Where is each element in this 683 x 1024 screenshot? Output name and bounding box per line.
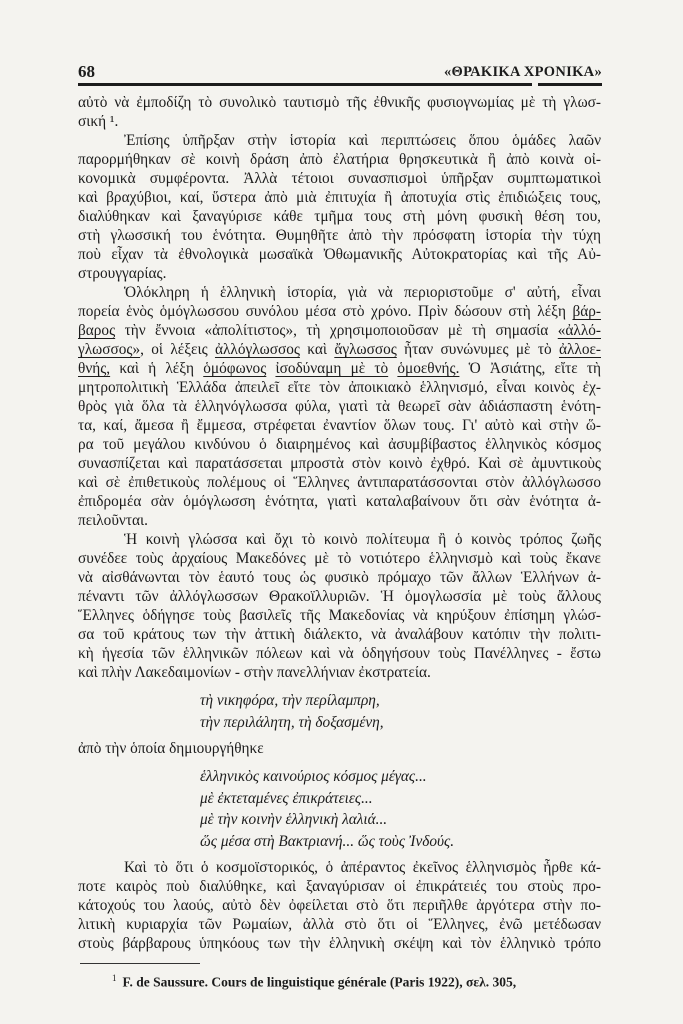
text-span: σα τοῦ κράτους των τὴν ἀττικὴ διάλεκτο, νὰ ἀναλάβουν κατόπιν τὴν πολιτι- bbox=[78, 626, 601, 643]
text-line bbox=[78, 549, 601, 568]
text-span: τὴν ἔννοια «ἀπολίτιστος», τὴ χρησιμοποιοῦσαν μὲ τὴ σημασία bbox=[115, 322, 558, 339]
text-line bbox=[78, 915, 601, 934]
underlined-term: ὁμόφωνος bbox=[203, 360, 267, 377]
text-line bbox=[78, 568, 601, 587]
text-line bbox=[78, 150, 601, 169]
text-line bbox=[78, 264, 601, 283]
text-span: μητροπολιτικὴ Ἑλλάδα ἀπειλεῖ εἴτε τὸν ἀποικιακὸ ἑλληνισμό, εἶναι κοινὸς ἐχ- bbox=[78, 379, 601, 396]
text-span: στοὺς βάρβαρους ὑπηκόους των τὴν ἑλληνικὴ σκέψη καὶ τὸν ἑλληνικὸ τρόπο bbox=[78, 935, 601, 952]
underlined-term: ἀλλοε- bbox=[558, 341, 601, 358]
text-span: πέναντι τῶν ἀλλόγλωσσων Θρακοϊλλυριῶν. Ἡ ὁμογλωσσία μὲ τοὺς ἄλλους bbox=[78, 588, 601, 605]
text-span: λιτικὴ κυριαρχία τῶν Ρωμαίων, ἀλλὰ στὸ ὅτι οἱ Ἕλληνες, ἐνῶ μετέδωσαν bbox=[78, 916, 601, 933]
text-line bbox=[78, 188, 601, 207]
text-line bbox=[78, 131, 601, 150]
text-span: , οἱ λέξεις bbox=[140, 341, 215, 358]
text-span: Καὶ τὸ ὅτι ὁ κοσμοϊστορικός, ὁ ἀπέραντος ἐκεῖνος ἑλληνισμὸς ἦρθε κά- bbox=[124, 859, 601, 876]
underlined-term: βάρ- bbox=[572, 303, 601, 320]
text-line bbox=[78, 321, 601, 340]
text-span: Ὁλόκληρη ἡ ἑλληνικὴ ἱστορία, γιὰ νὰ περιοριστοῦμε σ' αὐτή, εἶναι bbox=[124, 284, 601, 301]
text-line bbox=[78, 226, 601, 245]
text-line bbox=[78, 169, 601, 188]
text-span: μὲ τὴν κοινὴν ἑλληνικὴ λαλιά... bbox=[200, 811, 388, 828]
text-span: πειλοῦνται. bbox=[78, 512, 148, 529]
text-line bbox=[78, 454, 601, 473]
underlined-term: γλωσσος» bbox=[78, 341, 141, 358]
footnote-text: F. de Saussure. Cours de linguistique générale (Paris 1922), σελ. 305, bbox=[122, 974, 517, 990]
text-line bbox=[78, 511, 601, 530]
paragraph bbox=[78, 93, 601, 131]
text-span: Ὁ Ἀσιάτης, εἴτε τὴ bbox=[459, 360, 601, 377]
text-span: τὴν περιλάλητη, τὴ δοξασμένη, bbox=[200, 713, 384, 731]
text-line bbox=[78, 644, 601, 663]
text-line bbox=[78, 112, 601, 131]
text-span: ἑλληνικὸς καινούριος κόσμος μέγας... bbox=[200, 768, 427, 785]
text-line bbox=[78, 283, 601, 302]
underlined-term: ἄγλωσσος bbox=[334, 341, 397, 358]
page-number: 68 bbox=[78, 62, 95, 81]
text-line bbox=[200, 766, 601, 788]
header-rule-right bbox=[538, 83, 602, 86]
text-line bbox=[78, 397, 601, 416]
paragraph bbox=[78, 739, 601, 758]
text-line bbox=[78, 663, 601, 682]
article-body bbox=[78, 93, 601, 953]
text-span: ὥς μέσα στὴ Βακτριανή... ὥς τοὺς Ἰνδούς. bbox=[200, 832, 455, 850]
text-span: ἀπὸ τὴν ὁποία δημιουργήθηκε bbox=[78, 740, 264, 757]
text-line bbox=[78, 530, 601, 549]
text-span: ἦταν συνώνυμες μὲ τὸ bbox=[396, 341, 559, 358]
text-span: ρα τοῦ μεγάλου κινδύνου ὁ διαιρημένος καὶ ἀσυμβίβαστος ἑλληνικὸς κόσμος bbox=[78, 436, 601, 453]
text-span: ποὺ εἶχαν τὰ ἐθνολογικὰ μωσαϊκὰ Ὀθωμανικῆς Αὐτοκρατορίας καὶ τῆς Αὐ- bbox=[78, 246, 601, 263]
text-line bbox=[200, 831, 601, 853]
paragraph bbox=[78, 131, 601, 283]
text-line bbox=[200, 712, 601, 734]
underlined-term: ἰσοδύναμη μὲ τὸ bbox=[275, 360, 389, 377]
text-span: τὴ νικηφόρα, τὴν περίλαμπρη, bbox=[200, 692, 380, 709]
text-line bbox=[78, 435, 601, 454]
paragraph bbox=[78, 530, 601, 682]
text-span: ποτε καιρὸς ποὺ διαλύθηκε, καὶ ξαναγύρισαν οἱ ἐπικράτειές του στοὺς προ- bbox=[78, 878, 601, 895]
underlined-term: βαρος bbox=[78, 322, 116, 339]
text-span: αὐτὸ νὰ ἐμποδίζη τὸ συνολικὸ ταυτισμὸ τῆς ἐθνικῆς φυσιογνωμίας μὲ τὴ γλωσ- bbox=[78, 94, 601, 111]
verse-quote bbox=[78, 766, 601, 852]
text-line bbox=[78, 606, 601, 625]
text-span: πορεία ἑνὸς ὁμόγλωσσου συνόλου μέσα στὸ χρόνο. Πρὶν δώσουν στὴ λέξη bbox=[78, 303, 573, 320]
text-span: καὶ βραχύβιοι, καί, ὕστερα ἀπὸ μιὰ ἐπιτυχία ἢ ἀποτυχία στὶς ἐπιδιώξεις τους, bbox=[78, 189, 601, 206]
text-line bbox=[78, 340, 601, 359]
text-span: Ἡ κοινὴ γλώσσα καὶ ὄχι τὸ κοινὸ πολίτευμα ἢ ὁ κοινὸς τρόπος ζωῆς bbox=[124, 531, 601, 548]
text-line bbox=[78, 934, 601, 953]
text-span: παρορμήθηκαν σὲ κοινὴ δράση ἀπὸ ἐλατήρια θρησκευτικὰ ἢ ἀπὸ κοινὰ οἰ- bbox=[78, 151, 601, 168]
text-line bbox=[200, 788, 601, 810]
text-line bbox=[200, 809, 601, 831]
text-line bbox=[78, 245, 601, 264]
underlined-term: ἀλλόγλωσσος bbox=[214, 341, 300, 358]
text-line bbox=[78, 492, 601, 511]
text-line bbox=[78, 378, 601, 397]
text-line bbox=[78, 625, 601, 644]
text-span: σική ¹. bbox=[78, 113, 119, 130]
page-content bbox=[78, 93, 601, 991]
text-line bbox=[78, 896, 601, 915]
text-line bbox=[78, 858, 601, 877]
text-span: καὶ ἡ λέξη bbox=[110, 360, 204, 377]
underlined-term: ὁμοεθνής. bbox=[397, 360, 460, 377]
text-line bbox=[78, 877, 601, 896]
text-span: συνέδεε τοὺς ἀρχαίους Μακεδόνες μὲ τὸ νοτιότερο ἑλληνισμὸ καὶ τοὺς ἔκανε bbox=[78, 550, 601, 567]
journal-title: «ΘΡΑΚΙΚΑ ΧΡΟΝΙΚΑ» bbox=[443, 64, 602, 80]
text-span: Ἐπίσης ὑπῆρξαν στὴν ἱστορία καὶ περιπτώσεις ὅπου ὁμάδες λαῶν bbox=[124, 132, 601, 149]
running-header bbox=[78, 62, 602, 82]
text-span: συνασπίζεται καὶ παρατάσσεται μπροστὰ στὸν κοινὸ ἐχθρό. Καὶ σὲ ἀμυντικοὺς bbox=[78, 455, 601, 472]
text-span: μὲ ἐκτεταμένες ἐπικράτειες... bbox=[200, 789, 373, 807]
header-rule bbox=[78, 83, 532, 86]
text-span: νὰ αἰσθάνωνται τὸν ἑαυτό τους ὡς φυσικὸ πρόμαχο τῶν ἄλλων Ἑλλήνων ἀ- bbox=[78, 569, 601, 586]
text-span: στὴ γλωσσική του ἑνότητα. Θυμηθῆτε ἀπὸ τὴν πρόσφατη ἱστορία τὴν τύχη bbox=[78, 227, 601, 244]
text-span: κὴ ἡγεσία τῶν ἑλληνικῶν πόλεων καὶ νὰ ὁδηγήσουν τοὺς Πανέλληνες - ἔστω bbox=[78, 645, 601, 662]
text-span: στρουγγαρίας. bbox=[78, 265, 167, 282]
paragraph bbox=[78, 858, 601, 953]
text-line bbox=[78, 587, 601, 606]
footnote-marker: 1 bbox=[112, 973, 117, 983]
footnote-rule bbox=[80, 963, 200, 964]
underlined-term: «ἀλλό- bbox=[557, 322, 601, 339]
text-span: διαλύθηκαν καὶ ξαναγύρισε κάθε τμῆμα τους στὴ μόνη φυσικὴ θέση του, bbox=[78, 208, 601, 225]
text-span: τα, καί, ἄμεσα ἢ ἔμμεσα, στρέφεται ἐναντίον ὅλων τους. Γι' αὐτὸ καὶ στὴν ὥ- bbox=[78, 417, 601, 434]
text-line bbox=[78, 416, 601, 435]
text-span bbox=[388, 360, 397, 377]
text-line bbox=[78, 739, 601, 758]
underlined-term: θνής, bbox=[78, 360, 111, 377]
text-line bbox=[78, 302, 601, 321]
text-span: καὶ bbox=[299, 341, 335, 358]
text-span: καὶ πλὴν Λακεδαιμονίων - στὴν πανελλήνιαν ἐκστρατεία. bbox=[78, 664, 431, 681]
text-line bbox=[200, 690, 601, 712]
footnote bbox=[112, 970, 601, 991]
text-span: θρὸς γιὰ ὅλα τὰ ἑλληνόγλωσσα φύλα, γιατὶ τὰ θεωρεῖ σὰν ἀδιάσπαστη ἑνότη- bbox=[78, 398, 601, 415]
paragraph bbox=[78, 283, 601, 530]
text-span: κονομικὰ συμφέροντα. Ἀλλὰ τέτοιοι συνασπισμοὶ ὑπῆρξαν συμπτωματικοὶ bbox=[78, 170, 601, 187]
text-line bbox=[78, 93, 601, 112]
text-span: ἐπιδρομέα σὰν ὁμόγλωσση ἑνότητα, γιατὶ καταλαβαίνουν ὅτι σὰν ἑνότητα ἀ- bbox=[78, 493, 601, 510]
text-span: Ἕλληνες ὁδήγησε τοὺς βασιλεῖς τῆς Μακεδονίας νὰ κηρύξουν ἐπίσημη γλώσ- bbox=[78, 607, 601, 624]
text-line bbox=[78, 359, 601, 378]
text-line bbox=[78, 473, 601, 492]
text-span: καὶ σὲ ἐπιθετικοὺς πολέμους οἱ Ἕλληνες ἀντιπαρατάσσονται στὸν ἀλλόγλωσσο bbox=[78, 474, 601, 491]
text-line bbox=[78, 207, 601, 226]
text-span: κάτοχούς του λαούς, αὐτὸ δὲν ὀφείλεται στὸ ὅτι περιῆλθε ἀργότερα στὴν πο- bbox=[78, 897, 601, 914]
verse-quote bbox=[78, 690, 601, 733]
